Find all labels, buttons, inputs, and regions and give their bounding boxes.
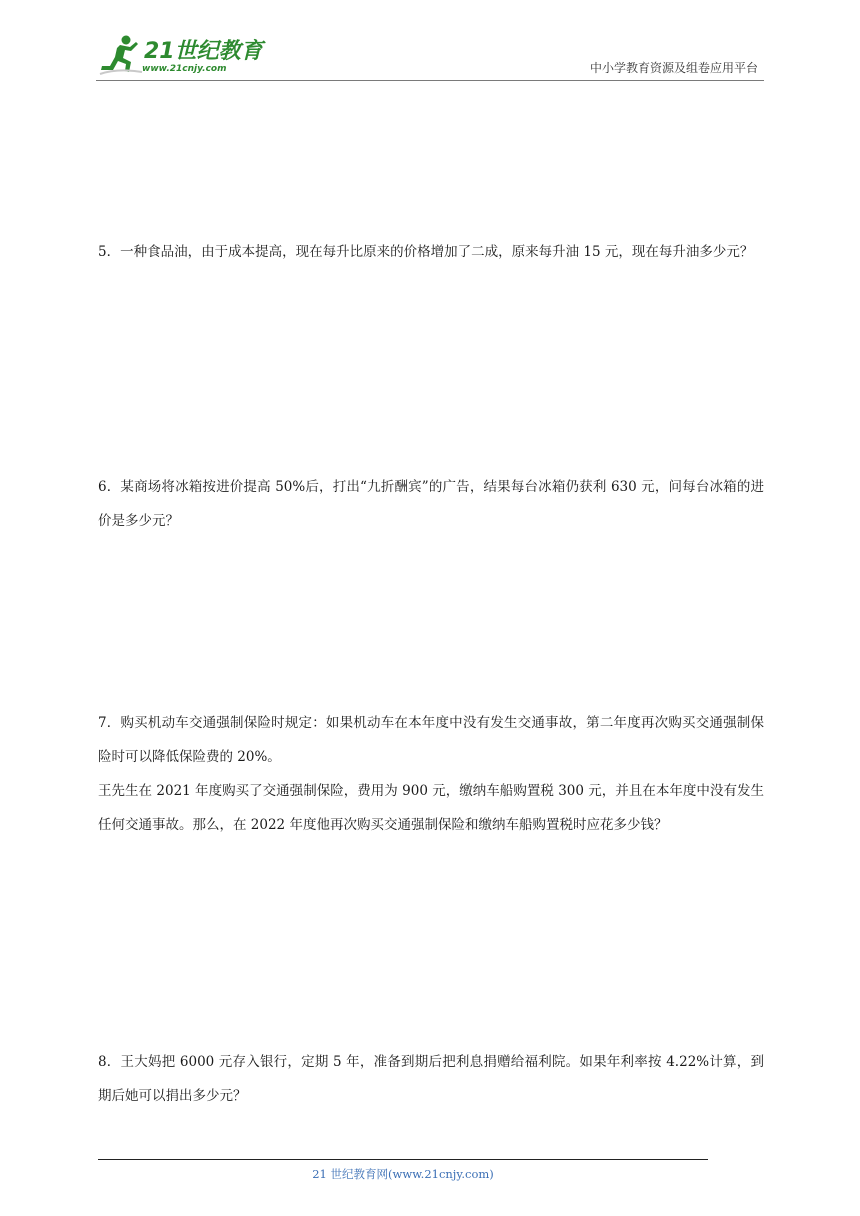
runner-logo-icon xyxy=(96,32,144,78)
page-header xyxy=(96,30,764,81)
question-text: 5．一种食品油，由于成本提高，现在每升比原来的价格增加了二成，原来每升油 15 元，现在每升油多少元？ xyxy=(98,244,754,260)
question-text: 7．购买机动车交通强制保险时规定：如果机动车在本年度中没有发生交通事故，第二年度再次购买交通强制保险时可以降低保险费的 20%。 xyxy=(98,715,764,765)
question-7 xyxy=(98,706,764,842)
question-text: 8．王大妈把 6000 元存入银行，定期 5 年，准备到期后把利息捐赠给福利院。如果年利率按 4.22%计算，到期后她可以捐出多少元？ xyxy=(98,1054,764,1104)
question-text: 6．某商场将冰箱按进价提高 50%后，打出“九折酬宾”的广告，结果每台冰箱仍获利 630 元，问每台冰箱的进价是多少元？ xyxy=(98,479,764,529)
logo xyxy=(96,32,261,78)
question-5 xyxy=(98,235,764,269)
logo-text: 21世纪教育 xyxy=(144,39,263,64)
question-text: 王先生在 2021 年度购买了交通强制保险，费用为 900 元，缴纳车船购置税 300 元，并且在本年度中没有发生任何交通事故。那么，在 2022 年度他再次购买交通强制保险和缴纳车船购置税时应花多少钱？ xyxy=(98,783,764,833)
logo-url: www.21cnjy.com xyxy=(142,64,227,74)
question-6 xyxy=(98,470,764,538)
footer-divider xyxy=(98,1159,708,1160)
question-8 xyxy=(98,1045,764,1113)
platform-title: 中小学教育资源及组卷应用平台 xyxy=(589,61,758,75)
footer-text: 21 世纪教育网(www.21cnjy.com) xyxy=(312,1167,494,1181)
